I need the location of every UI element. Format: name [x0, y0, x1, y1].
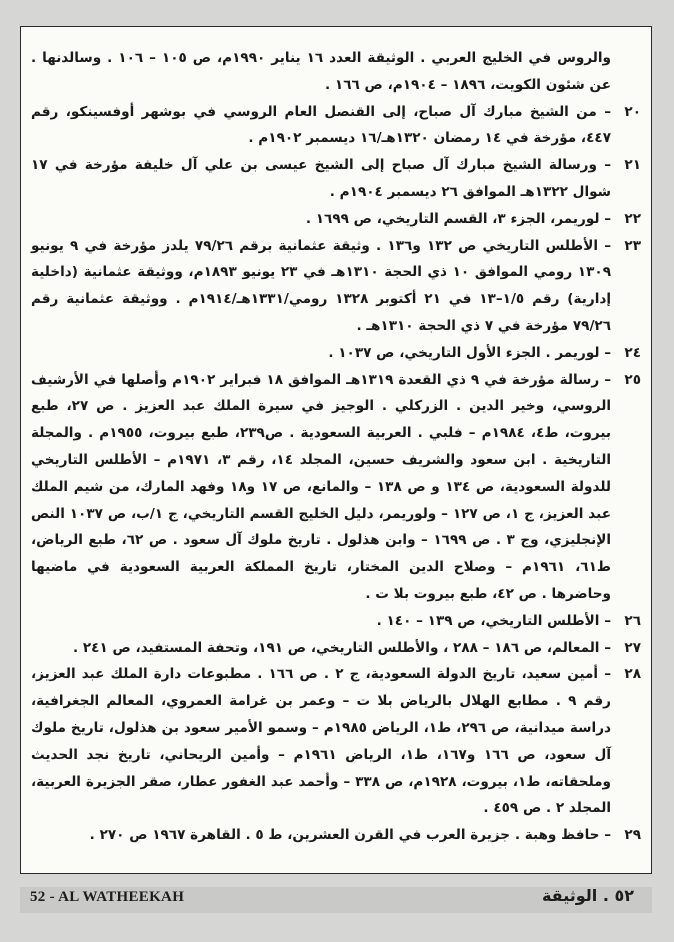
footnote-item — [31, 45, 641, 99]
footnote-text: – ورسالة الشيخ مبارك آل صباح إلى الشيخ عيسى بن علي آل خليفة مؤرخة في ١٧ شوال ١٣٢٢هـ الموافق ٢٦ ديسمبر ١٩٠٤م . — [31, 157, 611, 200]
footnote-text: – المعالم، ص ١٨٦ – ٢٨٨ ، والأطلس التاريخي، ص ١٩١، وتحفة المستفيد، ص ٢٤١ . — [72, 639, 611, 656]
footnote-item — [31, 99, 641, 153]
footnote-text: – لوريمر، الجزء ٣، القسم التاريخي، ص ١٦٩٩ . — [305, 210, 611, 227]
footnote-number: ٢٢ — [624, 210, 641, 227]
footnote-item — [31, 367, 641, 608]
footnotes-list — [31, 45, 641, 849]
footnote-number: ٢٤ — [624, 344, 641, 361]
footnote-text: – من الشيخ مبارك آل صباح، إلى القنصل العام الروسي في بوشهر أوفسينكو، رقم ٤٤٧، مؤرخة في ١٤ رمضان ١٣٢٠هـ/١٦ ديسمبر ١٩٠٢م . — [31, 103, 611, 147]
footnote-item — [31, 661, 641, 822]
footnote-text: – الأطلس التاريخي، ص ١٣٩ – ١٤٠ . — [376, 612, 611, 629]
footnote-text: – رسالة مؤرخة في ٩ ذي القعدة ١٣١٩هـ الموافق ١٨ فبراير ١٩٠٢م وأصلها في الأرشيف الروسي، وخير الدين . الزركلي . الوجيز في سيرة الملك عبد العزيز . ص ٢٧، طبع بيروت، ط٤، ١٩٨٤م – فلبي . العربية السعودية . ص٢٣٩، طبع بيروت، ١٩٥٥م . والمجلة التاريخية . ابن سعود والشريف حسين، المجلد ١٤، رقم ٣، ١٩٧١م – الأطلس التاريخي للدولة السعودية، ص ١٣٤ و ص ١٣٨ – والمانع، ص ١٧ و١٨ وفهد المارك، من شيم الملك عبد العزيز، ج ١، ص ١٢٧ – ولوريمر، دليل الخليج القسم التاريخي، ج ١/ب، ص ١٠٣٧ النص الإنجليزي، وج ٣ . ص ١٦٩٩ – وابن هذلول . تاريخ ملوك آل سعود . ص ٦٢، طبع الرياض، ط٦١، ١٩٦١م – وصلاح الدين المختار، تاريخ المملكة العربية السعودية في ماضيها وحاضرها . ص ٤٢، طبع بيروت بلا ت . — [31, 371, 612, 602]
footnote-number: ٢٣ — [624, 237, 641, 254]
footnote-item — [31, 152, 641, 206]
footnote-text: – حافظ وهبة . جزيرة العرب في القرن العشرين، ط ٥ . القاهرة ١٩٦٧ ص ٢٧٠ . — [89, 827, 611, 844]
footnote-number: ٢٩ — [624, 827, 641, 844]
footnote-number: ٢١ — [624, 157, 641, 174]
footnote-number: ٢٥ — [624, 371, 641, 388]
notes-frame — [20, 26, 652, 874]
footnote-number: ٢٠ — [624, 103, 641, 120]
footnote-item — [31, 206, 641, 233]
footnote-item — [31, 233, 641, 340]
footnote-item — [31, 635, 641, 662]
footnote-number: ٢٦ — [624, 612, 641, 629]
footnote-text: والروس في الخليج العربي . الوثيقة العدد ١٦ يناير ١٩٩٠م، ص ١٠٥ – ١٠٦ . وسالدنها . عن شئون الكويت، ١٨٩٦ – ١٩٠٤م، ص ١٦٦ . — [31, 50, 611, 93]
footnote-item — [31, 340, 641, 367]
footnote-number: ٢٨ — [624, 666, 641, 683]
footnote-text: – لوريمر . الجزء الأول التاريخي، ص ١٠٣٧ . — [328, 344, 611, 361]
footnote-text: – أمين سعيد، تاريخ الدولة السعودية، ج ٢ . ص ١٦٦ . مطبوعات دارة الملك عبد العزيز، رقم ٩ . مطابع الهلال بالرياض بلا ت – وعمر بن غرامة العمروي، المعالم الجغرافية، دراسة ميدانية، ص ٢٩٦، ط١، الرياض ١٩٨٥م – وسمو الأمير سعود بن هذلول، تاريخ ملوك آل سعود، ص ١٦٦ و١٦٧، ط١، الرياض ١٩٦١م – وأمين الريحاني، تاريخ نجد الحديث وملحقاته، ط١، بيروت، ١٩٢٨م، ص ٣٣٨ – وأحمد عبد الغفور عطار، صقر الجزيرة العربية، المجلد ٢ . ص ٤٥٩ . — [31, 666, 611, 817]
footer-page-label-arabic: ٥٢ . الوثيقة — [541, 886, 634, 905]
footnote-number: ٢٧ — [624, 639, 641, 656]
footnote-text: – الأطلس التاريخي ص ١٣٢ و١٣٦ . وثيقة عثمانية برقم ٧٩/٢٦ يلدز مؤرخة في ٩ يونيو ١٣٠٩ رومي الموافق ١٠ ذي الحجة ١٣١٠هـ في ٢٣ يونيو ١٨٩٣م، ووثيقة عثمانية (داخلية إدارية) رقم ١/٥–١٣ في ٢١ أكتوبر ١٣٢٨ رومي/١٣٣١هـ/١٩١٤م . ووثيقة عثمانية رقم ٧٩/٢٦ مؤرخة في ٧ ذي الحجة ١٣١٠هـ . — [31, 237, 611, 334]
footnote-item — [31, 608, 641, 635]
footer-page-label-latin: 52 - AL WATHEEKAH — [30, 889, 185, 905]
footnote-item — [31, 822, 641, 849]
